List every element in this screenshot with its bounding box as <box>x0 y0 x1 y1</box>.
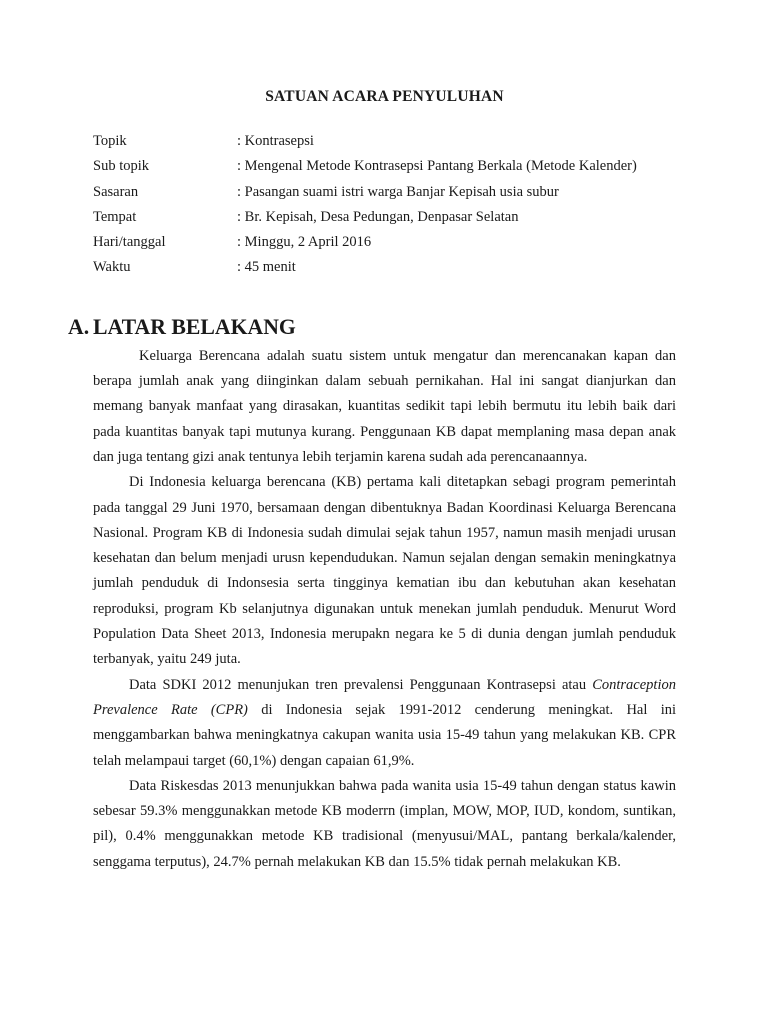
paragraph-1: Keluarga Berencana adalah suatu sistem untuk mengatur dan merencanakan kapan dan berapa jumlah anak yang diinginkan dalam sebuah pernikahan. Hal ini sangat dianjurkan dan memang banyak manfaat yang dirasakan, kuantitas sedikit tapi lebih bermutu itu lebih baik dari pada kuantitas banyak tapi mutunya kurang. Penggunaan KB dapat memplaning masa depan anak dan juga tentang gizi anak tentunya lebih terjamin karena sudah ada perencanaannya. <box>93 347 676 465</box>
paragraph-3-part-b: di Indonesia sejak 1991-2012 cenderung meningkat. Hal ini menggambarkan bahwa meningkatnya cakupan wanita usia 15-49 tahun yang melakukan KB. CPR telah melampaui target (60,1%) dengan capaian 61,9%. <box>93 701 676 769</box>
meta-row-tempat <box>93 209 676 234</box>
paragraph-3-part-a: Data SDKI 2012 menunjukan tren prevalensi Penggunaan Kontrasepsi atau <box>129 676 593 693</box>
meta-value: : Br. Kepisah, Desa Pedungan, Denpasar Selatan <box>237 208 519 225</box>
meta-label: Topik <box>93 133 127 149</box>
meta-row-sasaran <box>93 184 676 209</box>
paragraph-3 <box>93 673 676 774</box>
meta-row-topik <box>93 133 676 158</box>
meta-label: Sub topik <box>93 158 149 175</box>
meta-row-hari-tanggal <box>93 234 676 259</box>
meta-table <box>93 133 676 285</box>
meta-value: : 45 menit <box>237 259 296 276</box>
meta-label: Tempat <box>93 208 137 225</box>
meta-row-waktu <box>93 259 676 284</box>
meta-value: : Pasangan suami istri warga Banjar Kepisah usia subur <box>237 183 559 200</box>
section-heading: A. LATAR BELAKANG <box>68 314 296 339</box>
meta-row-subtopik <box>93 158 676 183</box>
meta-value: : Kontrasepsi <box>237 133 314 149</box>
section-title: LATAR BELAKANG <box>93 314 296 339</box>
paragraph-4: Data Riskesdas 2013 menunjukkan bahwa pada wanita usia 15-49 tahun dengan status kawin sebesar 59.3% menggunakkan metode KB moderrn (implan, MOW, MOP, IUD, kondom, suntikan, pil), 0.4% menggunakkan metode KB tradisional (menyusui/MAL, pantang berkala/kalender, senggama terputus), 24.7% pernah melakukan KB dan 15.5% tidak pernah melakukan KB. <box>93 777 676 870</box>
meta-label: Sasaran <box>93 183 139 200</box>
meta-label: Waktu <box>93 259 131 276</box>
paragraph-2: Di Indonesia keluarga berencana (KB) pertama kali ditetapkan sebagi program pemerintah pada tanggal 29 Juni 1970, bersamaan dengan dibentuknya Badan Koordinasi Keluarga Berencana Nasional. Program KB di Indonesia sudah dimulai sejak tahun 1957, namun masih menjadi urusan kesehatan dan belum menjadi urusn kependudukan. Namun sejalan dengan semakin meningkatnya jumlah penduduk di Indonsesia serta tingginya kematian ibu dan kebutuhan akan kesehatan reproduksi, program Kb selanjutnya digunakan untuk menekan jumlah penduduk. Menurut Word Population Data Sheet 2013, Indonesia merupakn negara ke 5 di dunia dengan jumlah penduduk terbanyak, yaitu 249 juta. <box>93 474 676 668</box>
meta-value: : Mengenal Metode Kontrasepsi Pantang Berkala (Metode Kalender) <box>237 158 637 175</box>
meta-value: : Minggu, 2 April 2016 <box>237 234 372 251</box>
meta-label: Hari/tanggal <box>93 234 166 251</box>
cpr-term: Contraception Prevalence Rate (CPR) <box>93 676 676 718</box>
document-title: SATUAN ACARA PENYULUHAN <box>265 88 504 105</box>
